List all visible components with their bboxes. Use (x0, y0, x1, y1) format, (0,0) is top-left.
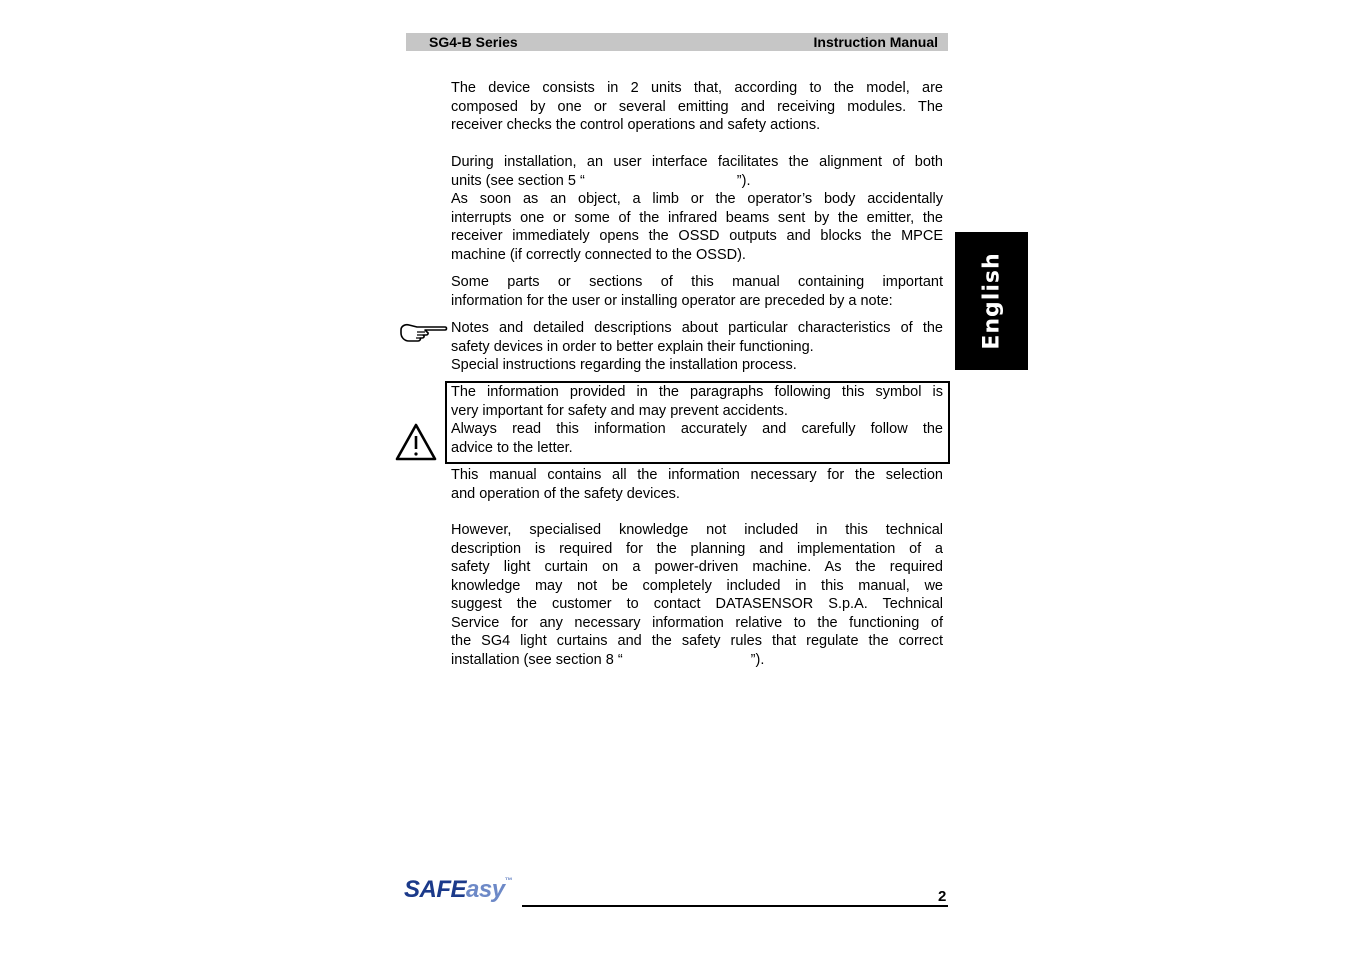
text-line: Some parts or sections of this manual containing important (451, 274, 943, 290)
safeasy-logo (404, 876, 512, 904)
text-line: knowledge may not be completely included in this manual, we (451, 577, 943, 594)
text-fragment: units (see section 5 “ (451, 172, 585, 189)
text-fragment: installation (see section 8 “ (451, 651, 623, 668)
text-line: very important for safety and may prevent accidents. (451, 402, 788, 419)
text-line: advice to the letter. (451, 439, 573, 456)
paragraph-safety-warning (451, 383, 943, 457)
text-line: machine (if correctly connected to the OSSD). (451, 246, 746, 263)
text-line: The device consists in 2 units that, according to the model, are (451, 80, 943, 96)
logo-trademark: ™ (504, 876, 513, 885)
page-header (406, 33, 948, 51)
text-line: Notes and detailed descriptions about particular characteristics of the (451, 320, 943, 336)
text-fragment: ”). (736, 172, 751, 189)
text-line: Special instructions regarding the installation process. (451, 357, 797, 373)
paragraph-note-descriptions (451, 319, 943, 375)
text-line: receiver immediately opens the OSSD outputs and blocks the MPCE (451, 228, 943, 244)
paragraph-installation (451, 153, 943, 190)
text-line: As soon as an object, a limb or the operator’s body accidentally (451, 191, 943, 207)
paragraph-manual-contents (451, 466, 943, 503)
paragraph-specialised-knowledge (451, 521, 943, 669)
text-line: the SG4 light curtains and the safety rules that regulate the correct (451, 633, 943, 649)
page-number: 2 (938, 888, 947, 905)
language-tab (955, 232, 1028, 370)
paragraph-manual-notes (451, 273, 943, 310)
text-line: interrupts one or some of the infrared beams sent by the emitter, the (451, 209, 943, 226)
text-line: receiver checks the control operations and safety actions. (451, 117, 821, 133)
text-line: and operation of the safety devices. (451, 485, 680, 502)
text-line: description is required for the planning and implementation of a (451, 540, 943, 557)
text-line: safety light curtain on a power-driven machine. As the required (451, 559, 943, 575)
logo-asy: asy (466, 876, 505, 903)
warning-triangle-icon (395, 422, 437, 462)
text-line: The information provided in the paragraphs following this symbol is (451, 384, 943, 400)
text-line: However, specialised knowledge not included in this technical (451, 522, 943, 538)
logo-safe: SAFE (404, 876, 467, 903)
text-line: Service for any necessary information relative to the functioning of (451, 614, 943, 631)
text-line: safety devices in order to better explain their functioning. (451, 338, 814, 355)
text-line: This manual contains all the information necessary for the selection (451, 467, 943, 483)
text-line (451, 172, 943, 191)
text-line: Always read this information accurately and carefully follow the (451, 421, 943, 437)
text-line: composed by one or several emitting and receiving modules. The (451, 98, 943, 115)
pointing-hand-icon (399, 320, 449, 344)
header-manual-title: Instruction Manual (813, 34, 938, 50)
language-tab-label: English (979, 252, 1004, 350)
text-line: suggest the customer to contact DATASENSOR S.p.A. Technical (451, 596, 943, 612)
footer-rule (522, 905, 948, 907)
text-line (451, 651, 943, 670)
paragraph-device-units (451, 79, 943, 135)
header-series: SG4-B Series (429, 34, 518, 50)
paragraph-object-interrupt (451, 190, 943, 264)
text-line: information for the user or installing operator are preceded by a note: (451, 292, 893, 309)
text-line: During installation, an user interface facilitates the alignment of both (451, 154, 943, 170)
text-fragment: ”). (750, 651, 765, 668)
